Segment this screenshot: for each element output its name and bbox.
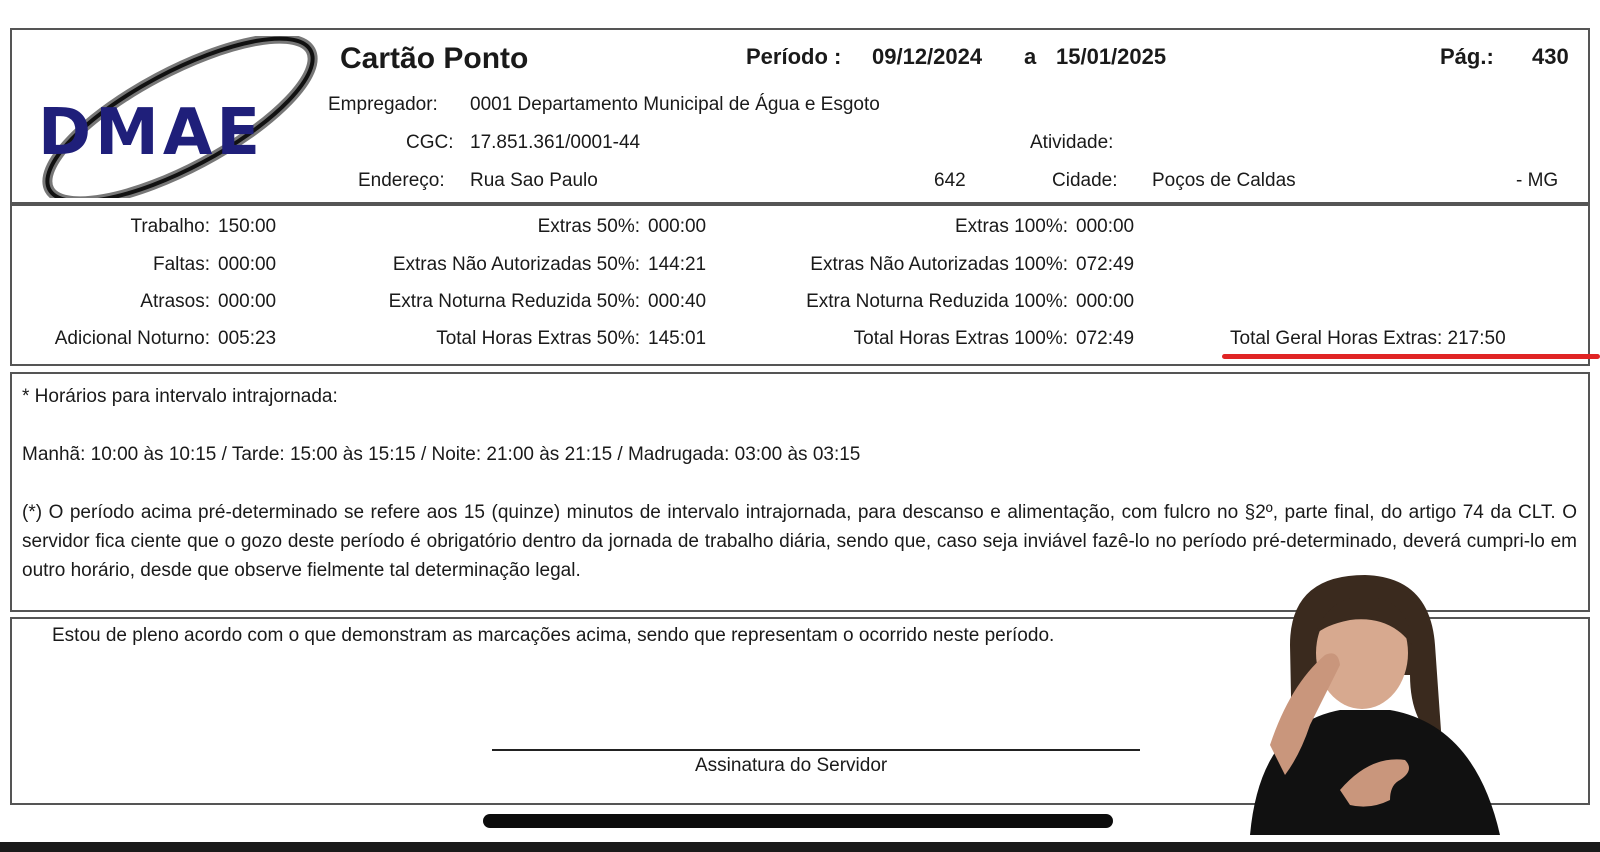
header-box xyxy=(10,28,1590,204)
total-label: Atrasos: xyxy=(140,291,210,312)
cgc-value: 17.851.361/0001-44 xyxy=(470,132,641,153)
signature-label: Assinatura do Servidor xyxy=(695,755,888,776)
empregador-value: 0001 Departamento Municipal de Água e Esgoto xyxy=(470,94,880,115)
total-label: Extras 50%: xyxy=(537,216,640,237)
total-geral-horas-extras: Total Geral Horas Extras: 217:50 xyxy=(1230,328,1506,349)
agreement-text: Estou de pleno acordo com o que demonstram as marcações acima, sendo que representam o ocorrido neste período. xyxy=(52,625,1055,646)
document-title: Cartão Ponto xyxy=(340,42,529,75)
total-value: 072:49 xyxy=(1076,254,1135,275)
page-number: 430 xyxy=(1532,44,1569,69)
total-label: Total Horas Extras 50%: xyxy=(436,328,640,349)
note-paragraph: (*) O período acima pré-determinado se refere aos 15 (quinze) minutos de intervalo intrajornada, para descanso e alimentação, com fulcro no §2º, parte final, do artigo 74 da CLT. O servidor fica ciente que o gozo deste período é obrigatório dentro da jornada de trabalho diária, sendo que, caso seja inviável fazê-lo no período pré-determinado, deverá cumpri-lo em outro horário, desde que observe fielmente tal determinação legal. xyxy=(22,502,1577,581)
sign-language-interpreter xyxy=(1230,575,1530,835)
total-label: Extras 100%: xyxy=(955,216,1068,237)
total-label: Extras Não Autorizadas 100%: xyxy=(810,254,1068,275)
dmae-logo xyxy=(30,36,320,198)
periodo-end: 15/01/2025 xyxy=(1056,44,1167,69)
svg-text:DMAE: DMAE xyxy=(38,96,265,170)
home-indicator xyxy=(483,814,1113,828)
total-label: Extra Noturna Reduzida 50%: xyxy=(388,291,640,312)
empregador-label: Empregador: xyxy=(328,94,438,115)
total-value: 150:00 xyxy=(218,216,277,237)
periodo-label: Período : xyxy=(746,44,842,69)
atividade-label: Atividade: xyxy=(1030,132,1114,153)
page-label: Pág.: xyxy=(1440,44,1494,69)
total-value: 072:49 xyxy=(1076,328,1135,349)
cgc-label: CGC: xyxy=(406,132,454,153)
total-value: 000:00 xyxy=(218,291,277,312)
periodo-start: 09/12/2024 xyxy=(872,44,983,69)
total-label: Adicional Noturno: xyxy=(54,328,210,349)
total-label: Trabalho: xyxy=(130,216,210,237)
endereco-label: Endereço: xyxy=(358,170,445,191)
total-value: 000:00 xyxy=(1076,291,1135,312)
endereco-value: Rua Sao Paulo xyxy=(470,170,598,191)
endereco-numero: 642 xyxy=(934,170,966,191)
total-label: Faltas: xyxy=(152,254,210,275)
total-label: Extra Noturna Reduzida 100%: xyxy=(806,291,1068,312)
total-label: Total Horas Extras 100%: xyxy=(853,328,1068,349)
cidade-value: Poços de Caldas xyxy=(1152,170,1296,191)
total-value: 000:00 xyxy=(218,254,277,275)
bottom-bar xyxy=(0,842,1600,852)
totals-box xyxy=(10,204,1590,366)
total-value: 000:00 xyxy=(1076,216,1135,237)
total-value: 145:01 xyxy=(648,328,707,349)
uf-value: - MG xyxy=(1516,170,1559,191)
note-schedule: Manhã: 10:00 às 10:15 / Tarde: 15:00 às 15:15 / Noite: 21:00 às 21:15 / Madrugada: 03:00 às 03:15 xyxy=(22,444,861,465)
total-value: 000:00 xyxy=(648,216,707,237)
cidade-label: Cidade: xyxy=(1052,170,1118,191)
total-value: 005:23 xyxy=(218,328,277,349)
total-value: 144:21 xyxy=(648,254,707,275)
signature-line xyxy=(492,749,1140,751)
total-value: 000:40 xyxy=(648,291,707,312)
periodo-separator: a xyxy=(1024,44,1037,69)
total-label: Extras Não Autorizadas 50%: xyxy=(392,254,640,275)
highlight-underline xyxy=(1222,354,1600,359)
note-heading: * Horários para intervalo intrajornada: xyxy=(22,386,338,407)
